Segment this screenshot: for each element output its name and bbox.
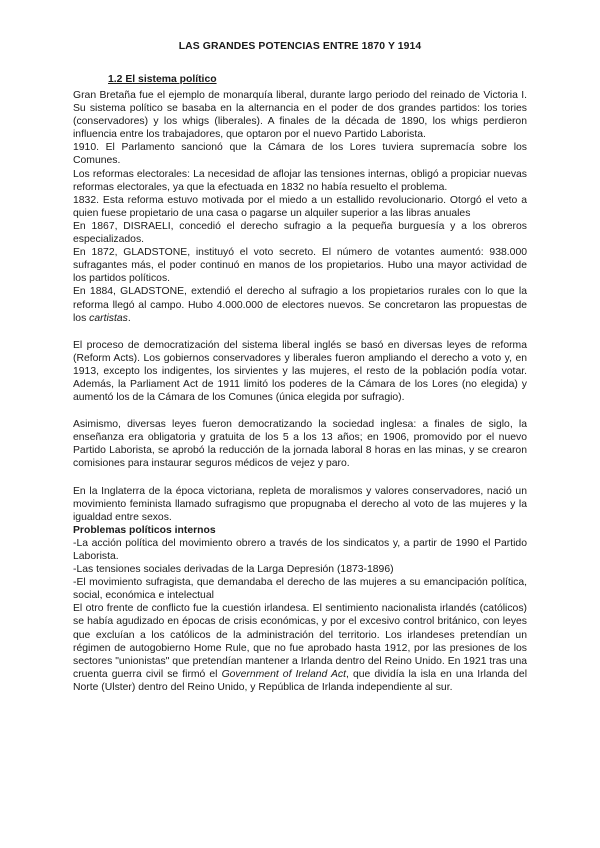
paragraph-1884 (73, 285, 527, 324)
government-of-ireland-act: Government of Ireland Act (221, 668, 346, 680)
paragraph-1884-text: En 1884, GLADSTONE, extendió el derecho al sufragio a los propietarios rurales con lo que la reforma llegó al campo. Hubo 4.000.000 de electores nuevos. Se concretaron las propuestas de los (73, 286, 527, 324)
paragraph-social-laws: Asimismo, diversas leyes fueron democratizando la sociedad inglesa: a finales de siglo, la enseñanza era obligatoria y gratuita de los 5 a los 13 años; en 1906, promovido por el nuevo Partido Laborista, se aprobó la reducción de la jornada laboral 8 horas en las minas, y se crearon comisiones para instaurar seguros médicos de vejez y paro. (73, 419, 527, 470)
paragraph-suffragism: En la Inglaterra de la época victoriana, repleta de moralismos y valores conservadores, nació un movimiento feminista llamado sufragismo que propugnaba el derecho al voto de las mujeres y la igualdad entre sexos. (73, 485, 527, 523)
cartistas-term: cartistas (89, 312, 128, 324)
paragraph-1832: 1832. Esta reforma estuvo motivada por el miedo a un estallido revolucionario. Otorgó el veto a quien fuese propietario de una casa o pagarse un alquiler superior a las libras anuales (73, 194, 527, 219)
paragraph-electoral-reforms: Los reformas electorales: La necesidad de aflojar las tensiones internas, obligó a propiciar nuevas reformas electorales, ya que la efectuada en 1832 no había resuelto el problema. (73, 168, 527, 193)
irish-question-text: El otro frente de conflicto fue la cuestión irlandesa. El sentimiento nacionalista irlandés (católicos) se había agudizado en épocas de crisis económicas, y por el excesivo control británico, con leyes que excluían a los católicos de la administración del territorio. Los irlandeses pretendían un régimen de autogobierno Home Rule, que no fue aprobado hasta 1912, por las presiones de los sectores "unionistas" que pretendían mantener a Irlanda dentro del Reino Unido. En 1921 tras una cruenta guerra civil se firmó el (73, 603, 527, 680)
paragraph-irish-question (73, 602, 527, 694)
paragraph-1867: En 1867, DISRAELI, concedió el derecho sufragio a la pequeña burguesía y a los obreros especializados. (73, 220, 527, 246)
document-body (73, 89, 527, 694)
problem-item-depression: -Las tensiones sociales derivadas de la Larga Depresión (1873-1896) (73, 564, 394, 576)
paragraph-1884-end: . (127, 312, 131, 324)
problem-item-labor: -La acción política del movimiento obrero a través de los sindicatos y, a partir de 1990 el Partido Laborista. (73, 537, 527, 562)
section-title: 1.2 El sistema político (108, 74, 217, 85)
paragraph-intro: Gran Bretaña fue el ejemplo de monarquía liberal, durante largo periodo del reinado de Victoria I. Su sistema político se basaba en la alternancia en el poder de dos grandes partidos: los tories (conservadores) y los whigs (liberales). A finales de la década de 1890, los whigs perdieron influencia entre los trabajadores, que optaron por el nuevo Partido Laborista. (73, 90, 527, 141)
irish-question-end: , que dividía la isla en una Irlanda del Norte (Ulster) dentro del Reino Unido, y República de Irlanda independiente al sur. (73, 668, 527, 693)
page-title: LAS GRANDES POTENCIAS ENTRE 1870 Y 1914 (178, 41, 422, 52)
problem-item-suffragist: -El movimiento sufragista, que demandaba el derecho de las mujeres a su emancipación política, social, económica e intelectual (73, 577, 527, 602)
problems-heading: Problemas políticos internos (73, 524, 216, 536)
paragraph-democratization: El proceso de democratización del sistema liberal inglés se basó en diversas leyes de reforma (Reform Acts). Los gobiernos conservadores y liberales fueron ampliando el derecho a voto y, en 1913, excepto los indigentes, los sirvientes y las mujeres, el resto de la población podía votar. Además, la Parliament Act de 1911 limitó los poderes de la Cámara de los Lores (no elegida) y aumentó los de la Cámara de los Comunes (única elegida por sufragio). (73, 339, 527, 404)
paragraph-1872: En 1872, GLADSTONE, instituyó el voto secreto. El número de votantes aumentó: 938.000 sufragantes más, el poder continuó en manos de los propietarios. Hubo una mayor actividad de los partidos políticos. (73, 247, 527, 285)
paragraph-1910: 1910. El Parlamento sancionó que la Cámara de los Lores tuviera supremacía sobre los Comunes. (73, 142, 527, 167)
